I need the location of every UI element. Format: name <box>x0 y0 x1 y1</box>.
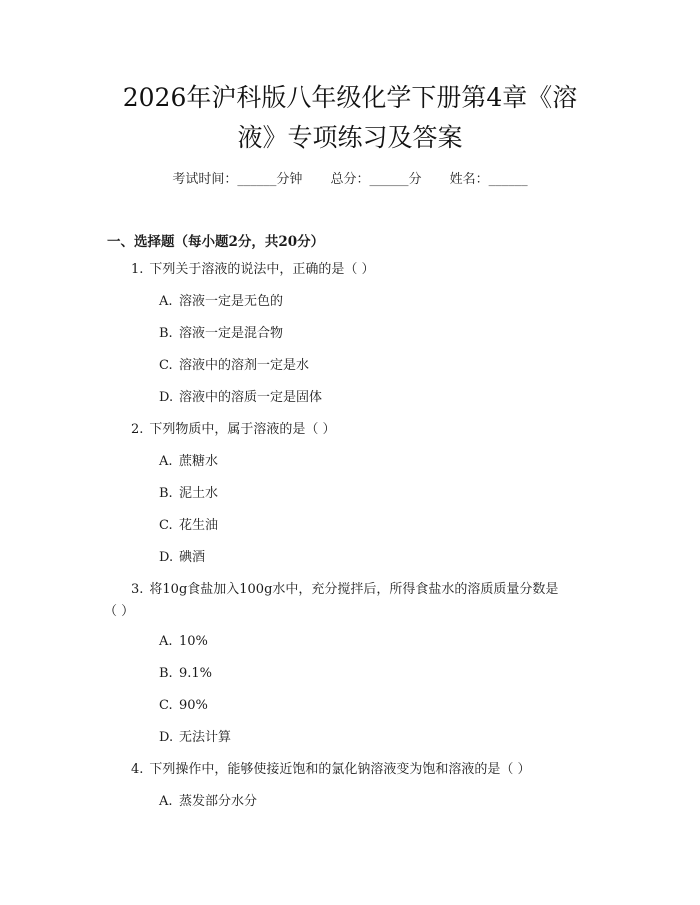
question-3 <box>131 581 558 599</box>
option-text: 泥土水 <box>179 486 219 501</box>
option-letter: C. <box>159 698 173 713</box>
question-4 <box>131 761 531 779</box>
question-3-option-b <box>159 665 212 683</box>
option-letter: B. <box>159 486 173 501</box>
question-1 <box>131 261 375 279</box>
option-letter: D. <box>159 390 174 405</box>
question-4-option-a <box>159 793 257 811</box>
option-letter: A. <box>159 294 173 309</box>
question-number: 3. <box>131 582 144 597</box>
question-1-option-b <box>159 325 283 343</box>
question-2-option-c <box>159 517 218 535</box>
question-number: 2. <box>131 422 144 437</box>
exam-score: 总分：______分 <box>330 172 422 187</box>
question-1-option-c <box>159 357 309 375</box>
question-1-option-d <box>159 389 322 407</box>
option-text: 溶液中的溶质一定是固体 <box>179 390 323 405</box>
option-text: 10% <box>179 634 208 649</box>
question-3-option-d <box>159 729 231 747</box>
option-letter: B. <box>159 326 173 341</box>
option-text: 碘酒 <box>179 550 206 565</box>
option-text: 无法计算 <box>179 730 232 745</box>
exam-time: 考试时间：______分钟 <box>172 172 303 187</box>
question-1-option-a <box>159 293 283 311</box>
question-number: 1. <box>131 262 144 277</box>
question-number: 4. <box>131 762 144 777</box>
student-name: 姓名：______ <box>449 172 528 187</box>
option-letter: D. <box>159 550 174 565</box>
question-text: 下列物质中，属于溶液的是（ ） <box>149 422 336 437</box>
option-text: 溶液一定是无色的 <box>179 294 284 309</box>
option-letter: C. <box>159 358 173 373</box>
option-letter: C. <box>159 518 173 533</box>
option-text: 溶液中的溶剂一定是水 <box>179 358 310 373</box>
question-text: 下列操作中，能够使接近饱和的氯化钠溶液变为饱和溶液的是（ ） <box>149 762 531 777</box>
option-text: 蔗糖水 <box>179 454 219 469</box>
question-3-continuation: （ ） <box>104 604 135 619</box>
option-letter: A. <box>159 794 173 809</box>
title-line-2: 液》专项练习及答案 <box>237 123 463 152</box>
question-text: 将10g食盐加入100g水中，充分搅拌后，所得食盐水的溶质质量分数是 <box>149 582 559 597</box>
option-text: 9.1% <box>179 666 213 681</box>
option-text: 花生油 <box>179 518 219 533</box>
option-text: 90% <box>179 698 208 713</box>
option-text: 蒸发部分水分 <box>179 794 258 809</box>
question-2-option-a <box>159 453 218 471</box>
exam-meta <box>0 168 700 187</box>
section-heading: 一、选择题（每小题2分，共20分） <box>107 234 325 250</box>
question-2-option-d <box>159 549 205 567</box>
option-letter: A. <box>159 454 173 469</box>
question-3-option-a <box>159 633 208 651</box>
title-line-1: 2026年沪科版八年级化学下册第4章《溶 <box>122 83 578 112</box>
option-letter: B. <box>159 666 173 681</box>
option-letter: A. <box>159 634 173 649</box>
option-text: 溶液一定是混合物 <box>179 326 284 341</box>
question-2 <box>131 421 336 439</box>
question-2-option-b <box>159 485 218 503</box>
option-letter: D. <box>159 730 174 745</box>
question-text: 下列关于溶液的说法中，正确的是（ ） <box>149 262 375 277</box>
question-3-option-c <box>159 697 208 715</box>
document-title <box>60 78 640 158</box>
